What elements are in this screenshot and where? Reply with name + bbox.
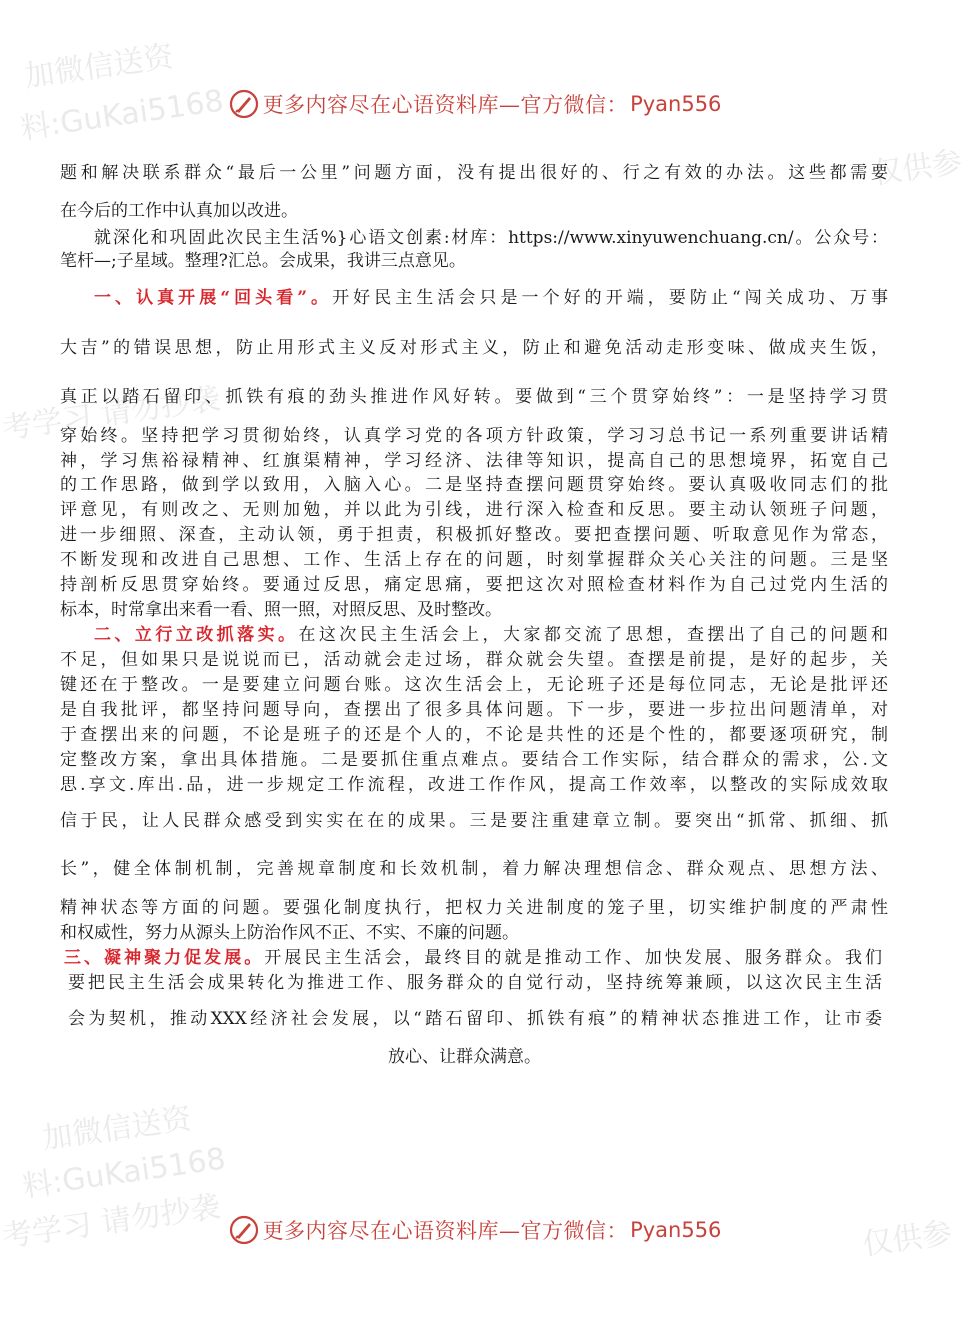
watermark: 料:GuKai5168: [20, 1141, 228, 1205]
text-line: 和权威性，努力从源头上防治作风不正、不实、不廉的问题。: [60, 923, 519, 943]
section-2-first-line: [60, 620, 888, 645]
quill-logo-icon: [229, 1215, 259, 1245]
text-line: 定整改方案，拿出具体措施。二是要抓住重点难点。要结合工作实际，结合群众的需求，公.文: [60, 750, 888, 770]
footer-wechat-id: Pyan556: [630, 1218, 722, 1242]
text-line: 题和解决联系群众“最后一公里”问题方面，没有提出很好的、行之有效的办法。这些都需要: [60, 163, 888, 183]
section-3-heading: 三、凝神聚力促发展。: [64, 948, 265, 968]
watermark: 考学习 请勿抄袭: [0, 1189, 223, 1255]
watermark: 考学习 请勿抄袭: [0, 381, 223, 447]
section-1-first-line: [60, 283, 888, 308]
watermark: 加微信送资: [22, 39, 176, 95]
text-line: 就深化和巩固此次民主生活%}心语文创素:材库：https://www.xinyuwenchuang.cn/。公众号：: [94, 228, 888, 248]
watermark: 料:GuKai5168: [18, 83, 226, 147]
header-banner: [0, 84, 950, 124]
watermark: 加微信送资: [40, 1101, 194, 1157]
text-line: 真正以踏石留印、抓铁有痕的劲头推进作风好转。要做到“三个贯穿始终”：一是坚持学习贯: [60, 387, 888, 407]
text-line: 进一步细照、深查，主动认领，勇于担责，积极抓好整改。要把查摆问题、听取意见作为常态，: [60, 525, 888, 545]
watermark: 仅供参: [870, 144, 965, 192]
text-line: 不足，但如果只是说说而已，活动就会走过场，群众就会失望。查摆是前提，是好的起步，关: [60, 650, 888, 670]
text-span: 在这次民主生活会上，大家都交流了思想，查摆出了自己的问题和: [298, 625, 889, 645]
watermark: 仅供参: [860, 1215, 955, 1263]
text-line: 持剖析反思贯穿始终。要通过反思，痛定思痛，要把这次对照检查材料作为自己过党内生活的: [60, 575, 888, 595]
text-line: 精神状态等方面的问题。要强化制度执行，把权力关进制度的笼子里，切实维护制度的严肃性: [60, 898, 888, 918]
text-line: 不断发现和改进自己思想、工作、生活上存在的问题，时刻掌握群众关心关注的问题。三是坚: [60, 550, 888, 570]
section-2-heading: 二、立行立改抓落实。: [94, 625, 299, 645]
text-line: 信于民，让人民群众感受到实实在在的成果。三是要注重建章立制。要突出“抓常、抓细、抓: [60, 811, 888, 831]
text-span: 开展民主生活会，最终目的就是推动工作、加快发展、服务群众。我们: [264, 948, 882, 968]
text-line: 长”，健全体制机制，完善规章制度和长效机制，着力解决理想信念、群众观点、思想方法、: [60, 859, 888, 879]
text-line: 思.享文.库出.品，进一步规定工作流程，改进工作作风，提高工作效率，以整改的实际成效取: [60, 775, 888, 795]
text-line: 大吉”的错误思想，防止用形式主义反对形式主义，防止和避免活动走形变味、做成夹生饭，: [60, 338, 888, 358]
text-line: 是自我批评，都坚持问题导向，查摆出了很多具体问题。下一步，要进一步拉出问题清单，对: [60, 700, 888, 720]
footer-banner-text: 更多内容尽在心语资料库—官方微信：: [262, 1219, 629, 1243]
text-line: 要把民主生活会成果转化为推进工作、服务群众的自觉行动，坚持统筹兼顾，以这次民主生活: [68, 973, 882, 993]
text-line: 键还在于整改。一是要建立问题台账。这次生活会上，无论班子还是每位同志，无论是批评还: [60, 675, 888, 695]
text-line: 会为契机，推动XXX经济社会发展，以“踏石留印、抓铁有痕”的精神状态推进工作，让市委: [68, 1009, 882, 1029]
section-1-heading: 一、认真开展“回头看”。: [94, 288, 333, 308]
header-wechat-id: Pyan556: [630, 92, 722, 116]
text-line: 神，学习焦裕禄精神、红旗渠精神，学习经济、法律等知识，提高自己的思想境界，拓宽自己: [60, 451, 888, 471]
text-line: 放心、让群众满意。: [388, 1047, 541, 1067]
text-line: 于查摆出来的问题，不论是班子的还是个人的，不论是共性的还是个性的，都要逐项研究，制: [60, 725, 888, 745]
text-span: 开好民主生活会只是一个好的开端，要防止“闯关成功、万事: [332, 288, 888, 308]
text-line: 评意见，有则改之、无则加勉，并以此为引线，进行深入检查和反思。要主动认领班子问题，: [60, 500, 888, 520]
text-line: 标本，时常拿出来看一看、照一照，对照反思、及时整改。: [60, 600, 502, 620]
text-line: 笔杆—;子星域。整理?汇总。会成果，我讲三点意见。: [60, 251, 466, 271]
text-line: 穿始终。坚持把学习贯彻始终，认真学习党的各项方针政策，学习习总书记一系列重要讲话精: [60, 426, 888, 446]
footer-banner: [0, 1210, 950, 1250]
text-line: 在今后的工作中认真加以改进。: [60, 201, 298, 221]
text-line: 的工作思路，做到学以致用，入脑入心。二是坚持查摆问题贯穿始终。要认真吸收同志们的批: [60, 475, 888, 495]
quill-logo-icon: [229, 89, 259, 119]
section-3-first-line: [64, 943, 882, 968]
header-banner-text: 更多内容尽在心语资料库—官方微信：: [262, 93, 629, 117]
